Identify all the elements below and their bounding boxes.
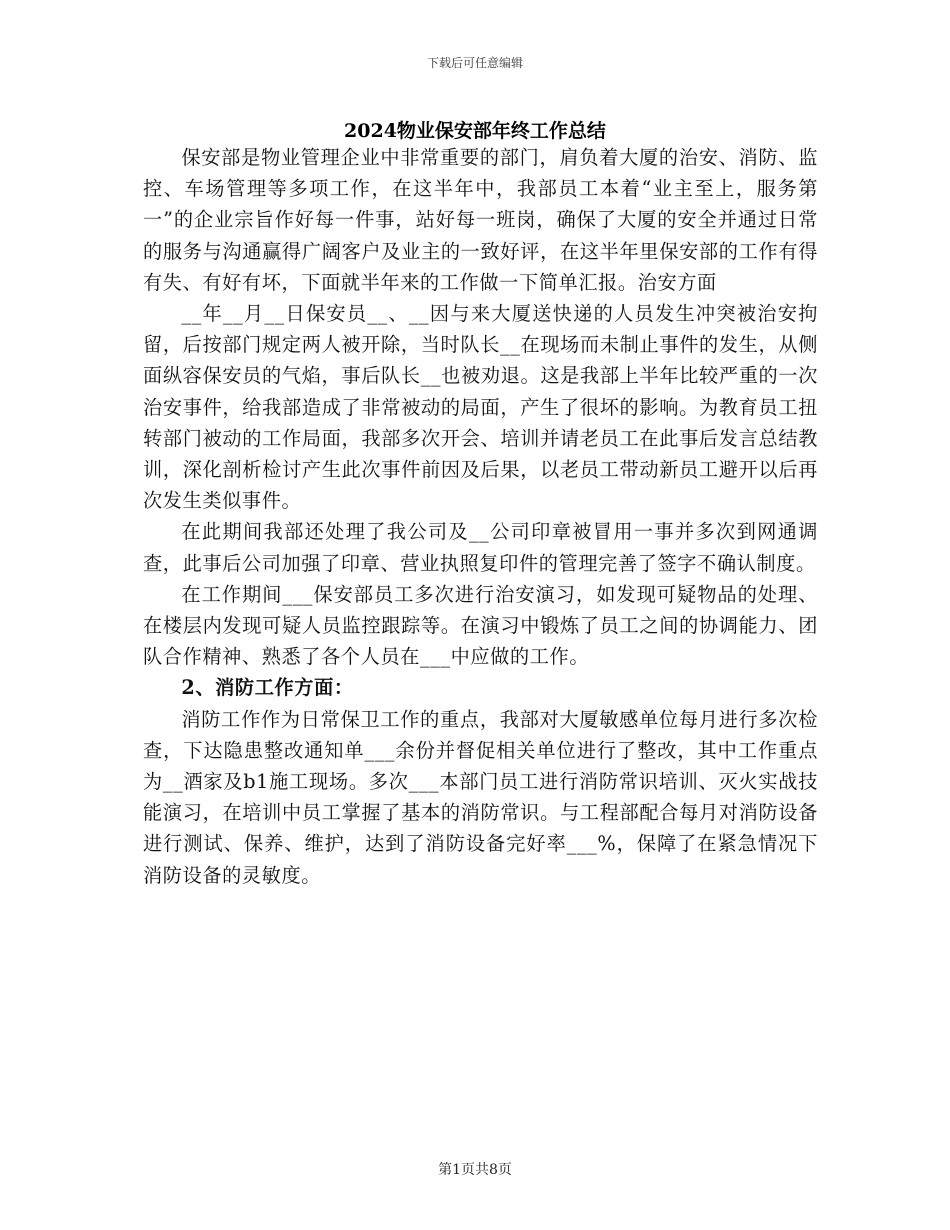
header-note: 下载后可任意编辑 [426,56,523,70]
paragraph-seal-misuse: 在此期间我部还处理了我公司及__公司印章被冒用一事并多次到网通调查，此事后公司加强了印章、营业执照复印件的管理完善了签字不确认制度。 [143,520,818,575]
document-body [143,142,818,891]
paragraph-intro: 保安部是物业管理企业中非常重要的部门，肩负着大厦的治安、消防、监控、车场管理等多项工作，在这半年中，我部员工本着“业主至上，服务第一”的企业宗旨作好每一件事，站好每一班岗，确保了大厦的安全并通过日常的服务与沟通赢得广阔客户及业主的一致好评，在这半年里保安部的工作有得有失、有好有坏，下面就半年来的工作做一下简单汇报。治安方面 [143,146,818,294]
document-title: 2024物业保安部年终工作总结 [344,120,606,142]
paragraph-fire-safety: 消防工作作为日常保卫工作的重点，我部对大厦敏感单位每月进行多次检查，下达隐患整改通知单___余份并督促相关单位进行了整改，其中工作重点为__酒家及b1施工现场。多次___本部门员工进行消防常识培训、灭火实战技能演习，在培训中员工掌握了基本的消防常识。与工程部配合每月对消防设备进行测试、保养、维护，达到了消防设备完好率___%，保障了在紧急情况下消防设备的灵敏度。 [143,707,818,887]
page-footer: 第1页共8页 [438,1162,512,1178]
paragraph-security-drill: 在工作期间___保安部员工多次进行治安演习，如发现可疑物品的处理、在楼层内发现可疑人员监控跟踪等。在演习中锻炼了员工之间的协调能力、团队合作精神、熟悉了各个人员在___中应做的工作。 [143,582,818,669]
section-heading-fire-safety: 2、消防工作方面： [181,676,354,700]
paragraph-security-incident: __年__月__日保安员__、__因与来大厦送快递的人员发生冲突被治安拘留，后按部门规定两人被开除，当时队长__在现场而未制止事件的发生，从侧面纵容保安员的气焰，事后队长__也被劝退。这是我部上半年比较严重的一次治安事件，给我部造成了非常被动的局面，产生了很坏的影响。为教育员工扭转部门被动的工作局面，我部多次开会、培训并请老员工在此事后发言总结教训，深化剖析检讨产生此次事件前因及后果，以老员工带动新员工避开以后再次发生类似事件。 [143,302,818,513]
